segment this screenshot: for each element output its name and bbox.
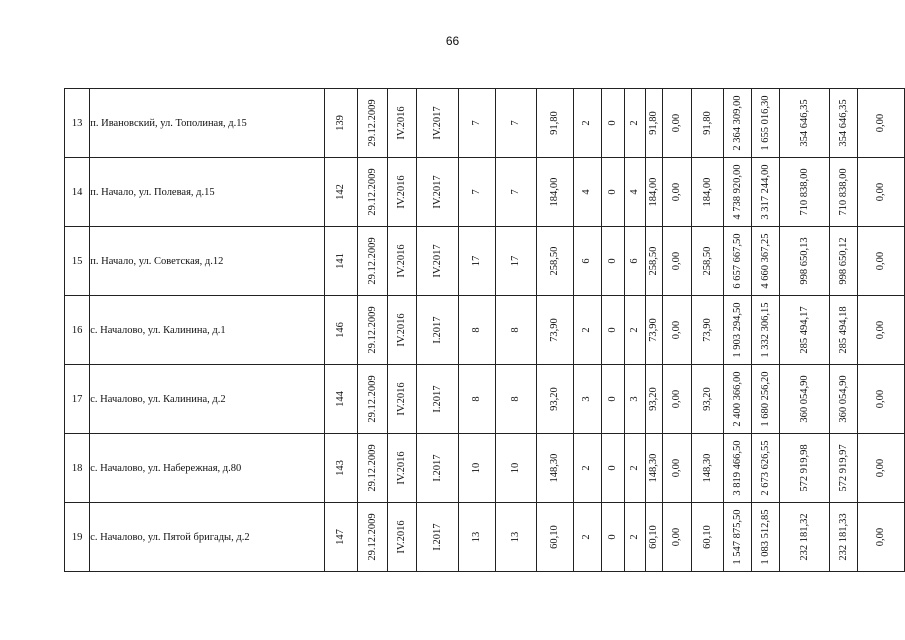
area-municipal-cell: 148,30 <box>691 434 723 503</box>
row-number: 17 <box>65 365 90 434</box>
date-cell: 29.12.2009 <box>358 503 387 572</box>
residents-resettled-cell: 13 <box>496 503 537 572</box>
area-total-cell: 91,80 <box>646 89 662 158</box>
residents-resettled-cell: 7 <box>496 89 537 158</box>
area-municipal-cell: 91,80 <box>691 89 723 158</box>
date-cell: 29.12.2009 <box>358 227 387 296</box>
row-number: 19 <box>65 503 90 572</box>
cost-region-cell: 998 650,13 <box>780 227 829 296</box>
residents-cell: 7 <box>459 89 496 158</box>
cost-extra-cell: 0,00 <box>858 158 905 227</box>
object-id-cell: 144 <box>325 365 358 434</box>
object-id-cell: 142 <box>325 158 358 227</box>
area-private-cell: 0,00 <box>662 158 691 227</box>
cost-extra-cell: 0,00 <box>858 296 905 365</box>
table-row <box>65 296 905 365</box>
area-municipal-cell: 258,50 <box>691 227 723 296</box>
residents-resettled-cell: 8 <box>496 365 537 434</box>
area-cell: 258,50 <box>537 227 574 296</box>
cost-fund-cell: 2 673 626,55 <box>751 434 780 503</box>
area-municipal-cell: 60,10 <box>691 503 723 572</box>
cost-region-cell: 572 919,98 <box>780 434 829 503</box>
table-body <box>65 89 905 572</box>
area-private-cell: 0,00 <box>662 89 691 158</box>
rooms-municipal-cell: 4 <box>625 158 646 227</box>
area-private-cell: 0,00 <box>662 296 691 365</box>
rooms-municipal-cell: 6 <box>625 227 646 296</box>
object-id-cell: 143 <box>325 434 358 503</box>
address-cell: с. Началово, ул. Набережная, д.80 <box>90 434 325 503</box>
area-cell: 91,80 <box>537 89 574 158</box>
cost-region-cell: 710 838,00 <box>780 158 829 227</box>
rooms-total-cell: 2 <box>574 434 602 503</box>
rooms-private-cell: 0 <box>601 365 625 434</box>
area-private-cell: 0,00 <box>662 227 691 296</box>
plan-end-cell: I.2017 <box>417 503 459 572</box>
plan-start-cell: IV.2016 <box>387 89 416 158</box>
cost-region-cell: 354 646,35 <box>780 89 829 158</box>
residents-cell: 8 <box>459 296 496 365</box>
plan-end-cell: I.2017 <box>417 296 459 365</box>
cost-fund-cell: 4 660 367,25 <box>751 227 780 296</box>
page-number: 66 <box>445 34 460 48</box>
rooms-total-cell: 2 <box>574 503 602 572</box>
cost-extra-cell: 0,00 <box>858 227 905 296</box>
area-municipal-cell: 73,90 <box>691 296 723 365</box>
rooms-private-cell: 0 <box>601 227 625 296</box>
rooms-municipal-cell: 2 <box>625 434 646 503</box>
row-number: 18 <box>65 434 90 503</box>
table-row <box>65 365 905 434</box>
cost-local-cell: 572 919,97 <box>829 434 858 503</box>
plan-start-cell: IV.2016 <box>387 434 416 503</box>
area-total-cell: 73,90 <box>646 296 662 365</box>
rooms-private-cell: 0 <box>601 158 625 227</box>
table-row <box>65 434 905 503</box>
address-cell: с. Началово, ул. Пятой бригады, д.2 <box>90 503 325 572</box>
rooms-total-cell: 3 <box>574 365 602 434</box>
date-cell: 29.12.2009 <box>358 158 387 227</box>
area-total-cell: 148,30 <box>646 434 662 503</box>
rooms-private-cell: 0 <box>601 89 625 158</box>
rooms-total-cell: 2 <box>574 296 602 365</box>
cost-total-cell: 1 547 875,50 <box>724 503 752 572</box>
residents-resettled-cell: 7 <box>496 158 537 227</box>
row-number: 16 <box>65 296 90 365</box>
area-cell: 73,90 <box>537 296 574 365</box>
object-id-cell: 147 <box>325 503 358 572</box>
date-cell: 29.12.2009 <box>358 365 387 434</box>
area-private-cell: 0,00 <box>662 365 691 434</box>
cost-fund-cell: 1 332 306,15 <box>751 296 780 365</box>
cost-region-cell: 360 054,90 <box>780 365 829 434</box>
cost-total-cell: 2 400 366,00 <box>724 365 752 434</box>
area-total-cell: 184,00 <box>646 158 662 227</box>
cost-fund-cell: 1 680 256,20 <box>751 365 780 434</box>
cost-local-cell: 710 838,00 <box>829 158 858 227</box>
area-private-cell: 0,00 <box>662 434 691 503</box>
address-cell: с. Началово, ул. Калинина, д.1 <box>90 296 325 365</box>
residents-resettled-cell: 17 <box>496 227 537 296</box>
cost-extra-cell: 0,00 <box>858 89 905 158</box>
date-cell: 29.12.2009 <box>358 89 387 158</box>
cost-extra-cell: 0,00 <box>858 503 905 572</box>
object-id-cell: 146 <box>325 296 358 365</box>
rooms-private-cell: 0 <box>601 296 625 365</box>
cost-fund-cell: 3 317 244,00 <box>751 158 780 227</box>
row-number: 13 <box>65 89 90 158</box>
plan-end-cell: I.2017 <box>417 365 459 434</box>
cost-extra-cell: 0,00 <box>858 434 905 503</box>
rooms-municipal-cell: 2 <box>625 89 646 158</box>
table-row <box>65 158 905 227</box>
area-total-cell: 93,20 <box>646 365 662 434</box>
plan-start-cell: IV.2016 <box>387 503 416 572</box>
table-row <box>65 89 905 158</box>
cost-fund-cell: 1 083 512,85 <box>751 503 780 572</box>
cost-fund-cell: 1 655 016,30 <box>751 89 780 158</box>
row-number: 15 <box>65 227 90 296</box>
cost-region-cell: 285 494,17 <box>780 296 829 365</box>
rooms-total-cell: 2 <box>574 89 602 158</box>
rooms-municipal-cell: 2 <box>625 503 646 572</box>
rooms-municipal-cell: 3 <box>625 365 646 434</box>
plan-end-cell: IV.2017 <box>417 89 459 158</box>
date-cell: 29.12.2009 <box>358 434 387 503</box>
plan-end-cell: IV.2017 <box>417 227 459 296</box>
address-cell: с. Началово, ул. Калинина, д.2 <box>90 365 325 434</box>
area-cell: 148,30 <box>537 434 574 503</box>
residents-cell: 8 <box>459 365 496 434</box>
plan-start-cell: IV.2016 <box>387 365 416 434</box>
plan-start-cell: IV.2016 <box>387 227 416 296</box>
residents-resettled-cell: 8 <box>496 296 537 365</box>
cost-total-cell: 4 738 920,00 <box>724 158 752 227</box>
rooms-private-cell: 0 <box>601 503 625 572</box>
address-cell: п. Начало, ул. Советская, д.12 <box>90 227 325 296</box>
row-number: 14 <box>65 158 90 227</box>
cost-total-cell: 3 819 466,50 <box>724 434 752 503</box>
table-row <box>65 503 905 572</box>
residents-cell: 7 <box>459 158 496 227</box>
rooms-private-cell: 0 <box>601 434 625 503</box>
area-cell: 184,00 <box>537 158 574 227</box>
area-cell: 93,20 <box>537 365 574 434</box>
residents-cell: 17 <box>459 227 496 296</box>
residents-resettled-cell: 10 <box>496 434 537 503</box>
cost-local-cell: 232 181,33 <box>829 503 858 572</box>
residents-cell: 10 <box>459 434 496 503</box>
address-cell: п. Начало, ул. Полевая, д.15 <box>90 158 325 227</box>
rooms-municipal-cell: 2 <box>625 296 646 365</box>
rooms-total-cell: 4 <box>574 158 602 227</box>
plan-start-cell: IV.2016 <box>387 158 416 227</box>
cost-local-cell: 354 646,35 <box>829 89 858 158</box>
housing-register-table <box>64 88 905 572</box>
cost-local-cell: 998 650,12 <box>829 227 858 296</box>
residents-cell: 13 <box>459 503 496 572</box>
cost-region-cell: 232 181,32 <box>780 503 829 572</box>
rooms-total-cell: 6 <box>574 227 602 296</box>
cost-total-cell: 6 657 667,50 <box>724 227 752 296</box>
area-total-cell: 258,50 <box>646 227 662 296</box>
area-municipal-cell: 93,20 <box>691 365 723 434</box>
cost-local-cell: 360 054,90 <box>829 365 858 434</box>
date-cell: 29.12.2009 <box>358 296 387 365</box>
area-municipal-cell: 184,00 <box>691 158 723 227</box>
cost-local-cell: 285 494,18 <box>829 296 858 365</box>
area-cell: 60,10 <box>537 503 574 572</box>
address-cell: п. Ивановский, ул. Тополиная, д.15 <box>90 89 325 158</box>
cost-total-cell: 1 903 294,50 <box>724 296 752 365</box>
plan-end-cell: IV.2017 <box>417 158 459 227</box>
object-id-cell: 141 <box>325 227 358 296</box>
cost-extra-cell: 0,00 <box>858 365 905 434</box>
table-row <box>65 227 905 296</box>
area-private-cell: 0,00 <box>662 503 691 572</box>
plan-end-cell: I.2017 <box>417 434 459 503</box>
object-id-cell: 139 <box>325 89 358 158</box>
cost-total-cell: 2 364 309,00 <box>724 89 752 158</box>
area-total-cell: 60,10 <box>646 503 662 572</box>
plan-start-cell: IV.2016 <box>387 296 416 365</box>
